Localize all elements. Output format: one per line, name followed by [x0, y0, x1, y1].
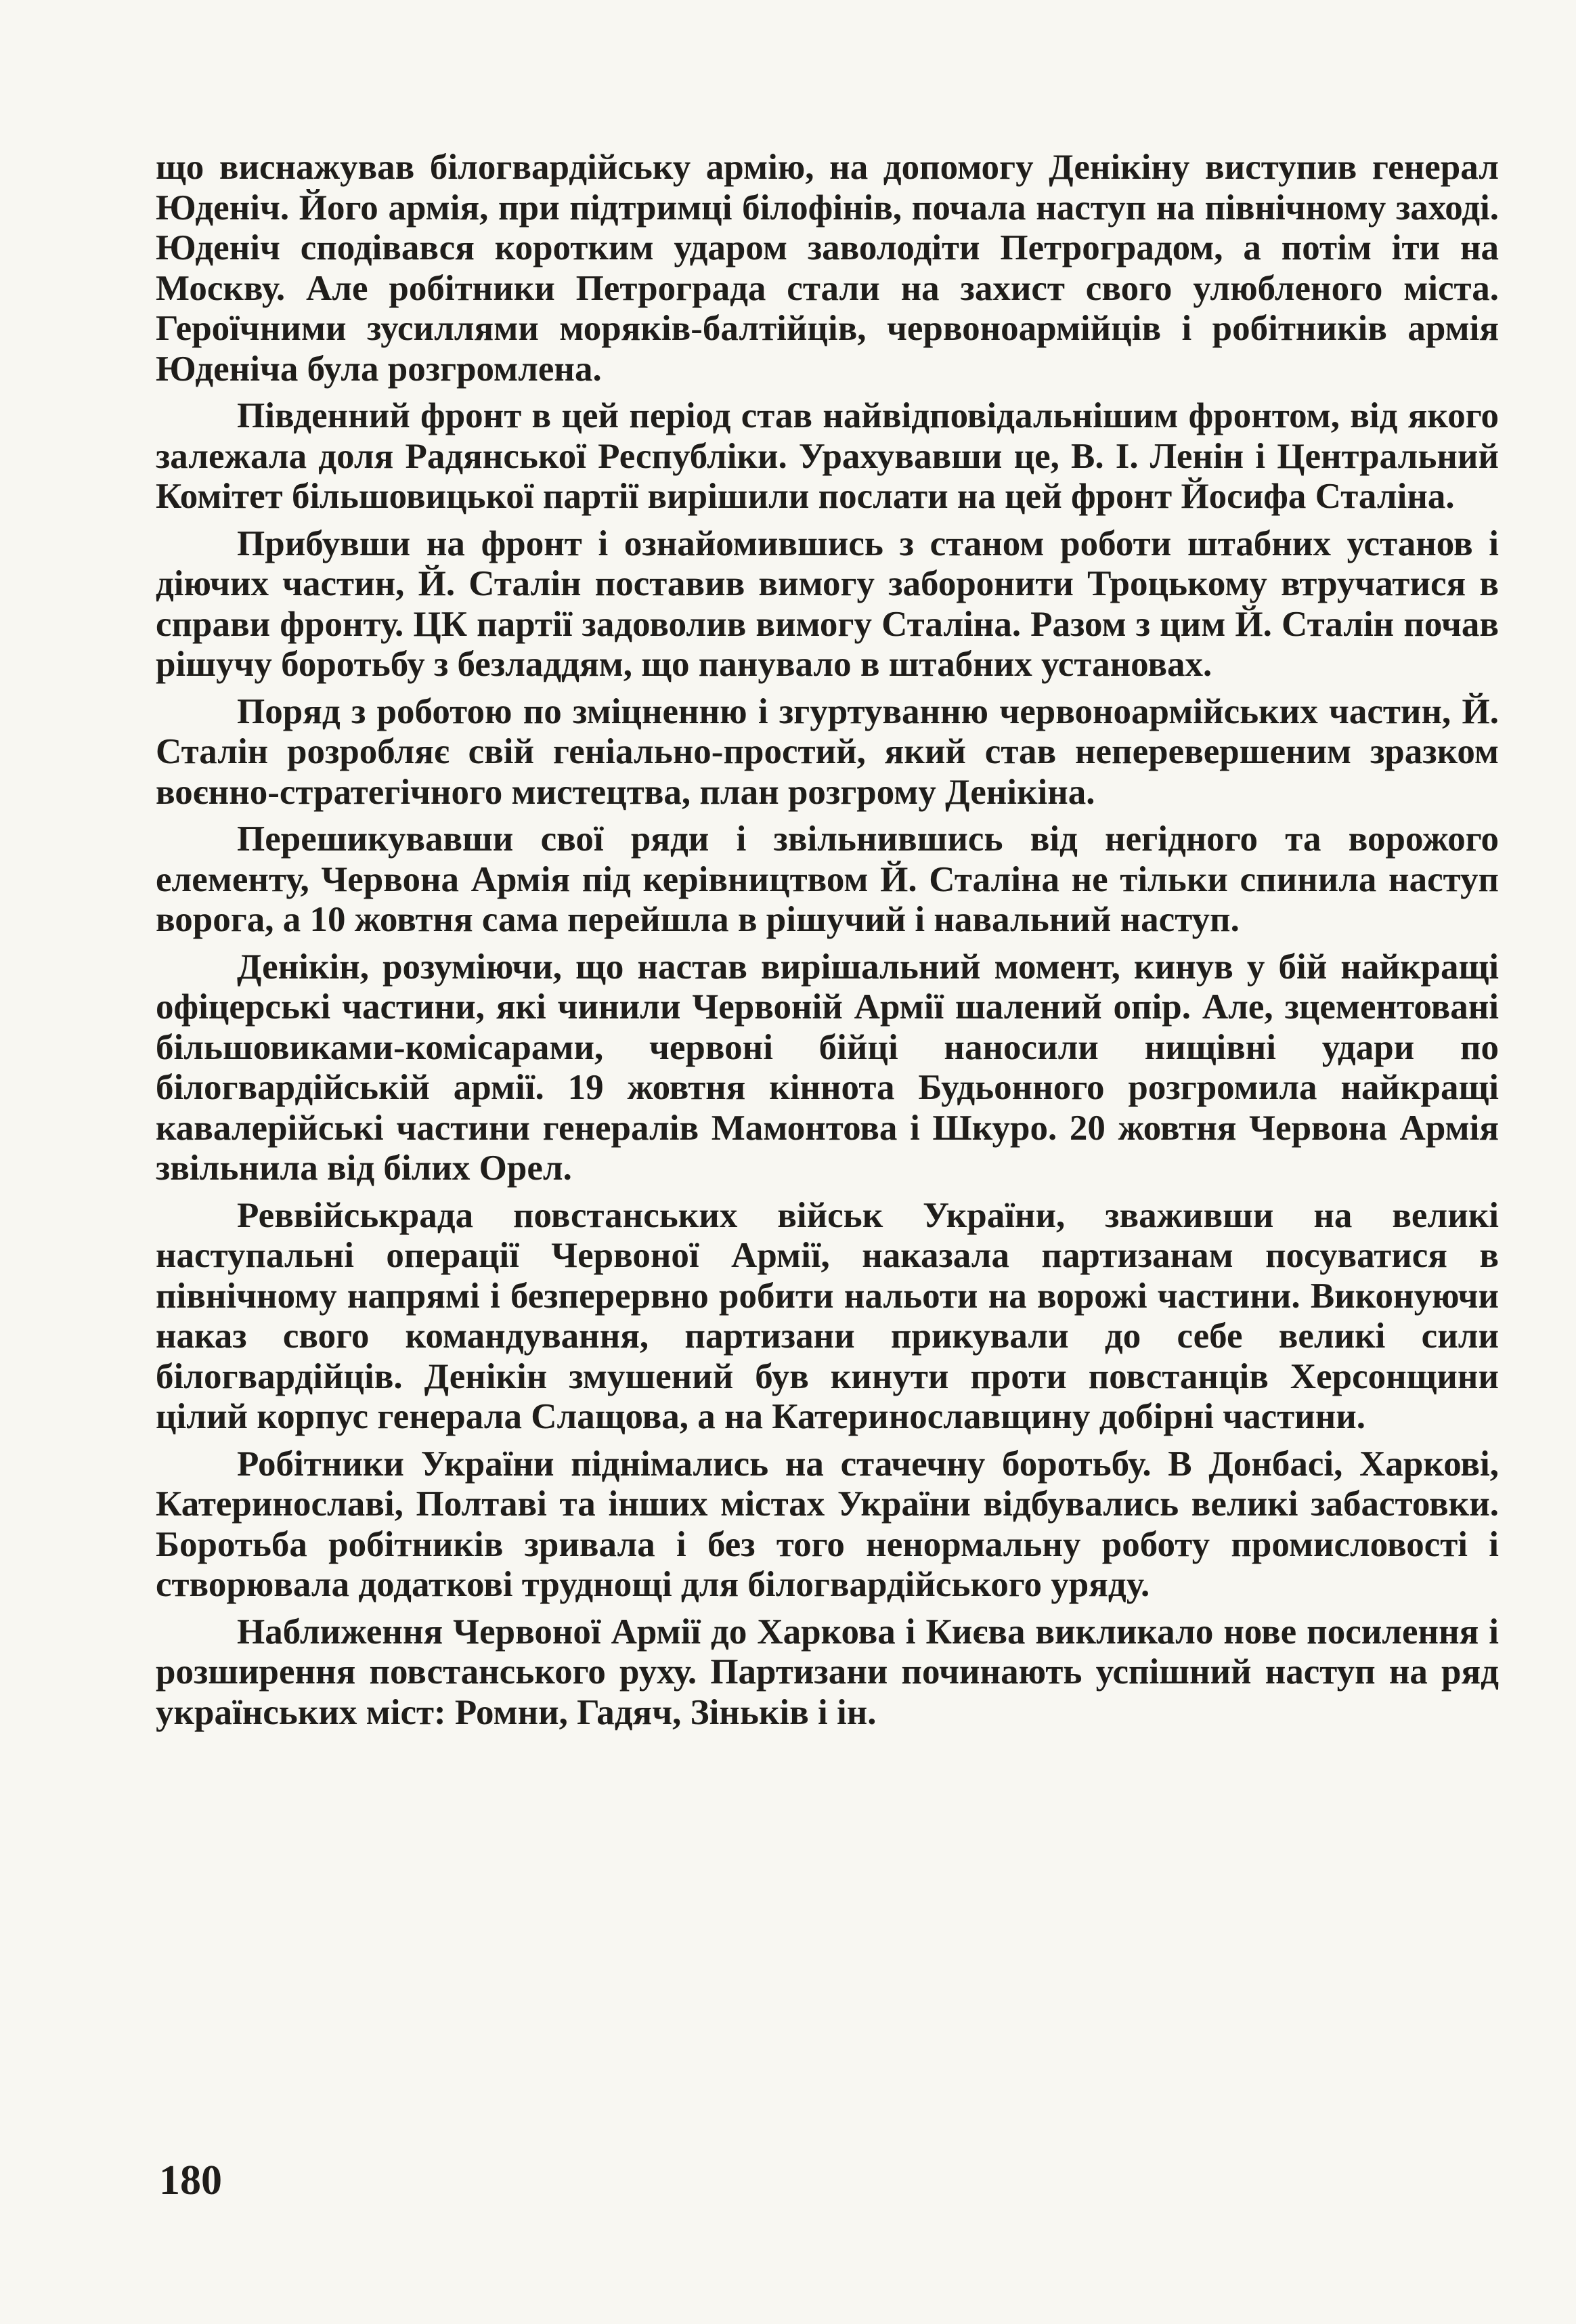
paragraph-8: Робітники України піднімались на стачечну боротьбу. В Донбасі, Харкові, Катеринославі, Полтаві та інших містах України відбувались великі забастовки. Боротьба робітників зривала і без того ненормальну роботу промисловості і створювала додаткові труднощі для білогвардійського уряду. — [156, 1444, 1499, 1604]
paragraph-3: Прибувши на фронт і ознайомившись з станом роботи штабних установ і діючих частин, Й. Сталін поставив вимогу заборонити Троцькому втручатися в справи фронту. ЦК партії задоволив вимогу Сталіна. Разом з цим Й. Сталін почав рішучу боротьбу з безладдям, що панувало в штабних установах. — [156, 523, 1499, 684]
paragraph-2: Південний фронт в цей період став найвідповідальнішим фронтом, від якого залежала доля Радянської Республіки. Урахувавши це, В. І. Ленін і Центральний Комітет більшовицької партії вирішили послати на цей фронт Йосифа Сталіна. — [156, 396, 1499, 516]
paragraph-9: Наближення Червоної Армії до Харкова і Києва викликало нове посилення і розширення повстанського руху. Партизани починають успішний наступ на ряд українських міст: Ромни, Гадяч, Зіньків і ін. — [156, 1612, 1499, 1732]
paragraph-5: Перешикувавши свої ряди і звільнившись від негідного та ворожого елементу, Червона Армія під керівництвом Й. Сталіна не тільки спинила наступ ворога, а 10 жовтня сама перейшла в рішучий і навальний наступ. — [156, 819, 1499, 939]
page-number: 180 — [159, 2157, 222, 2203]
page-body-text — [156, 148, 1499, 1740]
paragraph-1: що виснажував білогвардійську армію, на допомогу Денікіну виступив генерал Юденіч. Його армія, при підтримці білофінів, почала наступ на північному заході. Юденіч сподівався коротким ударом заволодіти Петроградом, а потім іти на Москву. Але робітники Петрограда стали на захист свого улюбленого міста. Героїчними зусиллями моряків-балтійців, червоноармійців і робітників армія Юденіча була розгромлена. — [156, 148, 1499, 389]
paragraph-4: Поряд з роботою по зміцненню і згуртуванню червоноармійських частин, Й. Сталін розробляє свій геніально-простий, який став неперевершеним зразком воєнно-стратегічного мистецтва, план розгрому Денікіна. — [156, 691, 1499, 812]
paragraph-6: Денікін, розуміючи, що настав вирішальний момент, кинув у бій найкращі офіцерські частини, які чинили Червоній Армії шалений опір. Але, зцементовані більшовиками-комісарами, червоні бійці наносили нищівні удари по білогвардійській армії. 19 жовтня кіннота Будьонного розгромила найкращі кавалерійські частини генералів Мамонтова і Шкуро. 20 жовтня Червона Армія звільнила від білих Орел. — [156, 947, 1499, 1188]
paragraph-7: Реввійськрада повстанських військ України, зваживши на великі наступальні операції Червоної Армії, наказала партизанам посуватися в північному напрямі і безперервно робити нальоти на ворожі частини. Виконуючи наказ свого командування, партизани прикували до себе великі сили білогвардійців. Денікін змушений був кинути проти повстанців Херсонщини цілий корпус генерала Слащова, а на Катеринославщину добірні частини. — [156, 1195, 1499, 1436]
